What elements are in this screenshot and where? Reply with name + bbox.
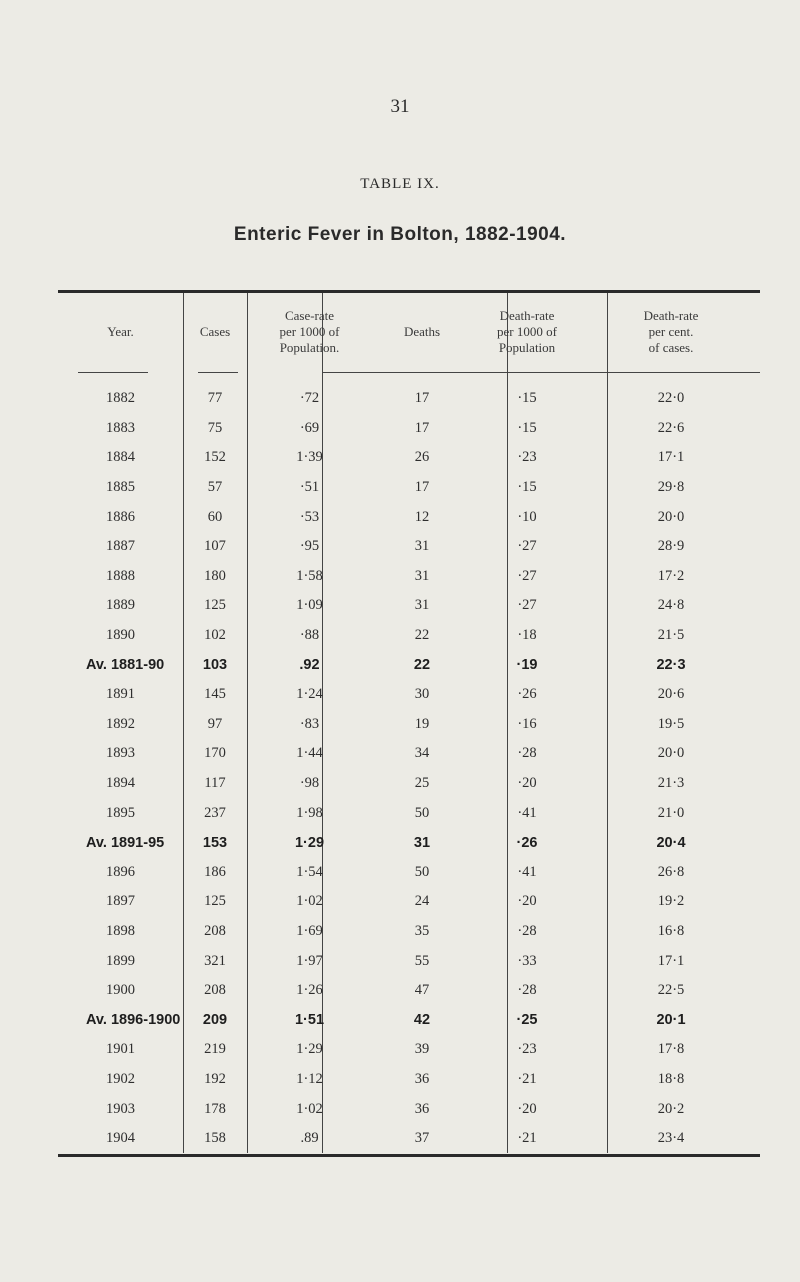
cell-death-rate: ·15 <box>517 479 537 496</box>
cell-cases: 152 <box>204 449 226 466</box>
cell-cases: 170 <box>204 745 226 762</box>
cell-case-rate: 1·39 <box>296 449 323 466</box>
cell-death-rate: ·20 <box>517 775 537 792</box>
cell-death-rate: ·26 <box>516 834 538 851</box>
cell-death-rate: ·16 <box>517 715 537 732</box>
table-row <box>58 1124 760 1154</box>
cell-deaths: 19 <box>414 715 430 732</box>
table-row <box>58 769 760 799</box>
cell-year: 1904 <box>106 1130 135 1147</box>
table-row <box>58 887 760 917</box>
cell-death-rate: ·10 <box>517 508 537 525</box>
cell-year: Av. 1896-1900 <box>86 1012 181 1029</box>
cell-year: 1902 <box>106 1070 135 1087</box>
cell-case-rate: 1·44 <box>296 745 323 762</box>
cell-year: 1900 <box>106 982 135 999</box>
table-row <box>58 858 760 888</box>
cell-deaths: 25 <box>414 775 430 792</box>
table-body <box>58 384 760 1153</box>
cell-case-rate: 1·51 <box>294 1012 325 1029</box>
cell-death-rate-percent: 20·0 <box>657 508 685 525</box>
cell-year: 1884 <box>106 449 135 466</box>
cell-death-rate-percent: 17·1 <box>657 952 685 969</box>
cell-cases: 145 <box>204 686 226 703</box>
cell-death-rate: ·21 <box>517 1130 537 1147</box>
table-row <box>58 917 760 947</box>
cell-cases: 60 <box>207 508 223 525</box>
cell-year: 1888 <box>106 567 135 584</box>
header-case-rate: Case-rate per 1000 of Population. <box>279 308 340 355</box>
cell-deaths: 30 <box>414 686 430 703</box>
cell-cases: 75 <box>207 419 223 436</box>
cell-year: Av. 1891-95 <box>86 834 165 851</box>
cell-death-rate-percent: 21·5 <box>657 627 685 644</box>
cell-cases: 178 <box>204 1100 226 1117</box>
cell-year: 1898 <box>106 922 135 939</box>
cell-case-rate: 1·24 <box>296 686 323 703</box>
header-deaths: Deaths <box>403 324 441 339</box>
cell-case-rate: .92 <box>299 657 320 674</box>
table-row <box>58 798 760 828</box>
cell-case-rate: ·88 <box>299 627 320 644</box>
cell-death-rate-percent: 17·1 <box>657 449 685 466</box>
cell-cases: 117 <box>204 775 226 792</box>
table-row <box>58 621 760 651</box>
cell-death-rate-percent: 22·5 <box>657 982 685 999</box>
cell-deaths: 31 <box>414 567 430 584</box>
cell-death-rate: ·23 <box>517 449 537 466</box>
table-title: Enteric Fever in Bolton, 1882-1904. <box>233 224 567 245</box>
cell-death-rate: ·15 <box>517 390 537 407</box>
cell-cases: 107 <box>204 538 226 555</box>
cell-year: 1893 <box>106 745 135 762</box>
cell-deaths: 37 <box>414 1130 430 1147</box>
cell-cases: 103 <box>202 657 228 674</box>
cell-death-rate-percent: 26·8 <box>657 863 685 880</box>
cell-death-rate: ·26 <box>517 686 537 703</box>
cell-case-rate: ·53 <box>299 508 320 525</box>
table-row <box>58 473 760 503</box>
cell-deaths: 31 <box>414 597 430 614</box>
cell-cases: 186 <box>204 863 226 880</box>
table-row <box>58 384 760 414</box>
cell-year: 1887 <box>106 538 135 555</box>
cell-deaths: 26 <box>414 449 430 466</box>
cell-deaths: 17 <box>414 419 430 436</box>
cell-deaths: 39 <box>414 1041 430 1058</box>
cell-death-rate-percent: 28·9 <box>657 538 685 555</box>
cell-death-rate-percent: 19·5 <box>657 715 685 732</box>
cell-death-rate-percent: 21·0 <box>657 804 685 821</box>
cell-death-rate: ·27 <box>517 538 537 555</box>
cell-death-rate: ·20 <box>517 893 537 910</box>
cell-deaths: 36 <box>414 1070 430 1087</box>
table-row <box>58 710 760 740</box>
cell-death-rate-percent: 20·1 <box>656 1012 686 1029</box>
cell-case-rate: 1·26 <box>296 982 323 999</box>
cell-case-rate: 1·09 <box>296 597 323 614</box>
cell-death-rate: ·41 <box>517 863 537 880</box>
cell-cases: 237 <box>204 804 226 821</box>
cell-case-rate: 1·02 <box>296 1100 323 1117</box>
cell-cases: 321 <box>204 952 226 969</box>
cell-death-rate: ·23 <box>517 1041 537 1058</box>
table-row <box>58 1065 760 1095</box>
cell-case-rate: ·98 <box>299 775 320 792</box>
cell-death-rate-percent: 16·8 <box>657 922 685 939</box>
header-year: Year. <box>107 324 134 339</box>
header-death-rate-percent: Death-rate per cent. of cases. <box>643 308 699 355</box>
cell-year: 1897 <box>106 893 135 910</box>
cell-year: 1903 <box>106 1100 135 1117</box>
cell-case-rate: 1·12 <box>296 1070 323 1087</box>
cell-death-rate: ·27 <box>517 567 537 584</box>
table-bottom-rule <box>58 1154 760 1157</box>
cell-case-rate: 1·98 <box>296 804 323 821</box>
cell-death-rate: ·15 <box>517 419 537 436</box>
cell-death-rate-percent: 22·3 <box>656 657 686 674</box>
table-header <box>58 293 760 371</box>
cell-case-rate: 1·58 <box>296 567 323 584</box>
cell-death-rate: ·33 <box>517 952 537 969</box>
cell-death-rate-percent: 22·0 <box>657 390 685 407</box>
average-row <box>58 1005 760 1035</box>
cell-year: 1901 <box>106 1041 135 1058</box>
cell-year: 1894 <box>106 775 135 792</box>
cell-death-rate-percent: 20·0 <box>657 745 685 762</box>
cell-cases: 208 <box>204 922 226 939</box>
cell-deaths: 47 <box>414 982 430 999</box>
cell-death-rate-percent: 17·2 <box>657 567 685 584</box>
table-label: TABLE IX. <box>360 176 440 192</box>
cell-deaths: 50 <box>414 863 430 880</box>
cell-deaths: 17 <box>414 479 430 496</box>
cell-deaths: 35 <box>414 922 430 939</box>
table-row <box>58 502 760 532</box>
cell-year: 1883 <box>106 419 135 436</box>
cell-cases: 209 <box>202 1012 228 1029</box>
header-rule <box>322 372 760 373</box>
table-row <box>58 532 760 562</box>
cell-death-rate-percent: 19·2 <box>657 893 685 910</box>
cell-deaths: 22 <box>413 657 431 674</box>
header-death-rate: Death-rate per 1000 of Population <box>497 308 557 355</box>
cell-deaths: 50 <box>414 804 430 821</box>
cell-cases: 125 <box>204 893 226 910</box>
page-number: 31 <box>390 96 410 117</box>
cell-cases: 97 <box>207 715 223 732</box>
cell-cases: 192 <box>204 1070 226 1087</box>
cell-death-rate-percent: 24·8 <box>657 597 685 614</box>
cell-year: 1890 <box>106 627 135 644</box>
cell-deaths: 55 <box>414 952 430 969</box>
cell-deaths: 24 <box>414 893 430 910</box>
cell-deaths: 31 <box>413 834 431 851</box>
cell-year: 1899 <box>106 952 135 969</box>
table-row <box>58 562 760 592</box>
average-row <box>58 650 760 680</box>
cell-year: Av. 1881-90 <box>86 657 165 674</box>
table-row <box>58 680 760 710</box>
cell-death-rate-percent: 18·8 <box>657 1070 685 1087</box>
cell-year: 1896 <box>106 863 135 880</box>
table-row <box>58 946 760 976</box>
cell-year: 1889 <box>106 597 135 614</box>
cell-death-rate: ·25 <box>516 1012 538 1029</box>
cell-year: 1886 <box>106 508 135 525</box>
table-row <box>58 1094 760 1124</box>
cell-case-rate: ·51 <box>299 479 320 496</box>
cell-death-rate-percent: 21·3 <box>657 775 685 792</box>
cell-cases: 208 <box>204 982 226 999</box>
header-rule <box>198 372 238 373</box>
cell-cases: 57 <box>207 479 223 496</box>
cell-death-rate: ·18 <box>517 627 537 644</box>
table-row <box>58 1035 760 1065</box>
cell-death-rate-percent: 29·8 <box>657 479 685 496</box>
cell-year: 1892 <box>106 715 135 732</box>
cell-death-rate: ·19 <box>516 657 538 674</box>
cell-case-rate: ·69 <box>299 419 320 436</box>
cell-death-rate-percent: 22·6 <box>657 419 685 436</box>
cell-case-rate: ·83 <box>299 715 320 732</box>
cell-death-rate-percent: 20·6 <box>657 686 685 703</box>
cell-cases: 102 <box>204 627 226 644</box>
cell-death-rate-percent: 20·2 <box>657 1100 685 1117</box>
table-row <box>58 976 760 1006</box>
header-rule <box>78 372 148 373</box>
cell-case-rate: 1·69 <box>296 922 323 939</box>
cell-case-rate: .89 <box>300 1130 319 1147</box>
cell-year: 1885 <box>106 479 135 496</box>
cell-death-rate: ·41 <box>517 804 537 821</box>
average-row <box>58 828 760 858</box>
cell-death-rate: ·28 <box>517 982 537 999</box>
cell-case-rate: 1·54 <box>296 863 323 880</box>
cell-case-rate: 1·29 <box>294 834 325 851</box>
cell-death-rate-percent: 17·8 <box>657 1041 685 1058</box>
table-row <box>58 443 760 473</box>
cell-cases: 125 <box>204 597 226 614</box>
cell-death-rate: ·27 <box>517 597 537 614</box>
cell-cases: 77 <box>207 390 223 407</box>
cell-case-rate: 1·29 <box>296 1041 323 1058</box>
cell-death-rate: ·21 <box>517 1070 537 1087</box>
cell-year: 1891 <box>106 686 135 703</box>
cell-death-rate: ·20 <box>517 1100 537 1117</box>
cell-cases: 153 <box>202 834 228 851</box>
cell-deaths: 12 <box>414 508 430 525</box>
cell-death-rate-percent: 20·4 <box>656 834 686 851</box>
cell-cases: 158 <box>204 1130 226 1147</box>
cell-case-rate: 1·02 <box>296 893 323 910</box>
cell-cases: 180 <box>204 567 226 584</box>
cell-case-rate: 1·97 <box>296 952 323 969</box>
cell-cases: 219 <box>204 1041 226 1058</box>
cell-year: 1895 <box>106 804 135 821</box>
table-row <box>58 739 760 769</box>
cell-deaths: 34 <box>414 745 430 762</box>
cell-deaths: 31 <box>414 538 430 555</box>
table-row <box>58 591 760 621</box>
cell-death-rate: ·28 <box>517 745 537 762</box>
cell-deaths: 22 <box>414 627 430 644</box>
cell-case-rate: ·95 <box>299 538 320 555</box>
cell-death-rate: ·28 <box>517 922 537 939</box>
cell-deaths: 17 <box>414 390 430 407</box>
cell-death-rate-percent: 23·4 <box>657 1130 685 1147</box>
cell-deaths: 42 <box>413 1012 431 1029</box>
cell-case-rate: ·72 <box>299 390 320 407</box>
header-cases: Cases <box>199 324 231 339</box>
cell-year: 1882 <box>106 390 135 407</box>
cell-deaths: 36 <box>414 1100 430 1117</box>
table-row <box>58 414 760 444</box>
